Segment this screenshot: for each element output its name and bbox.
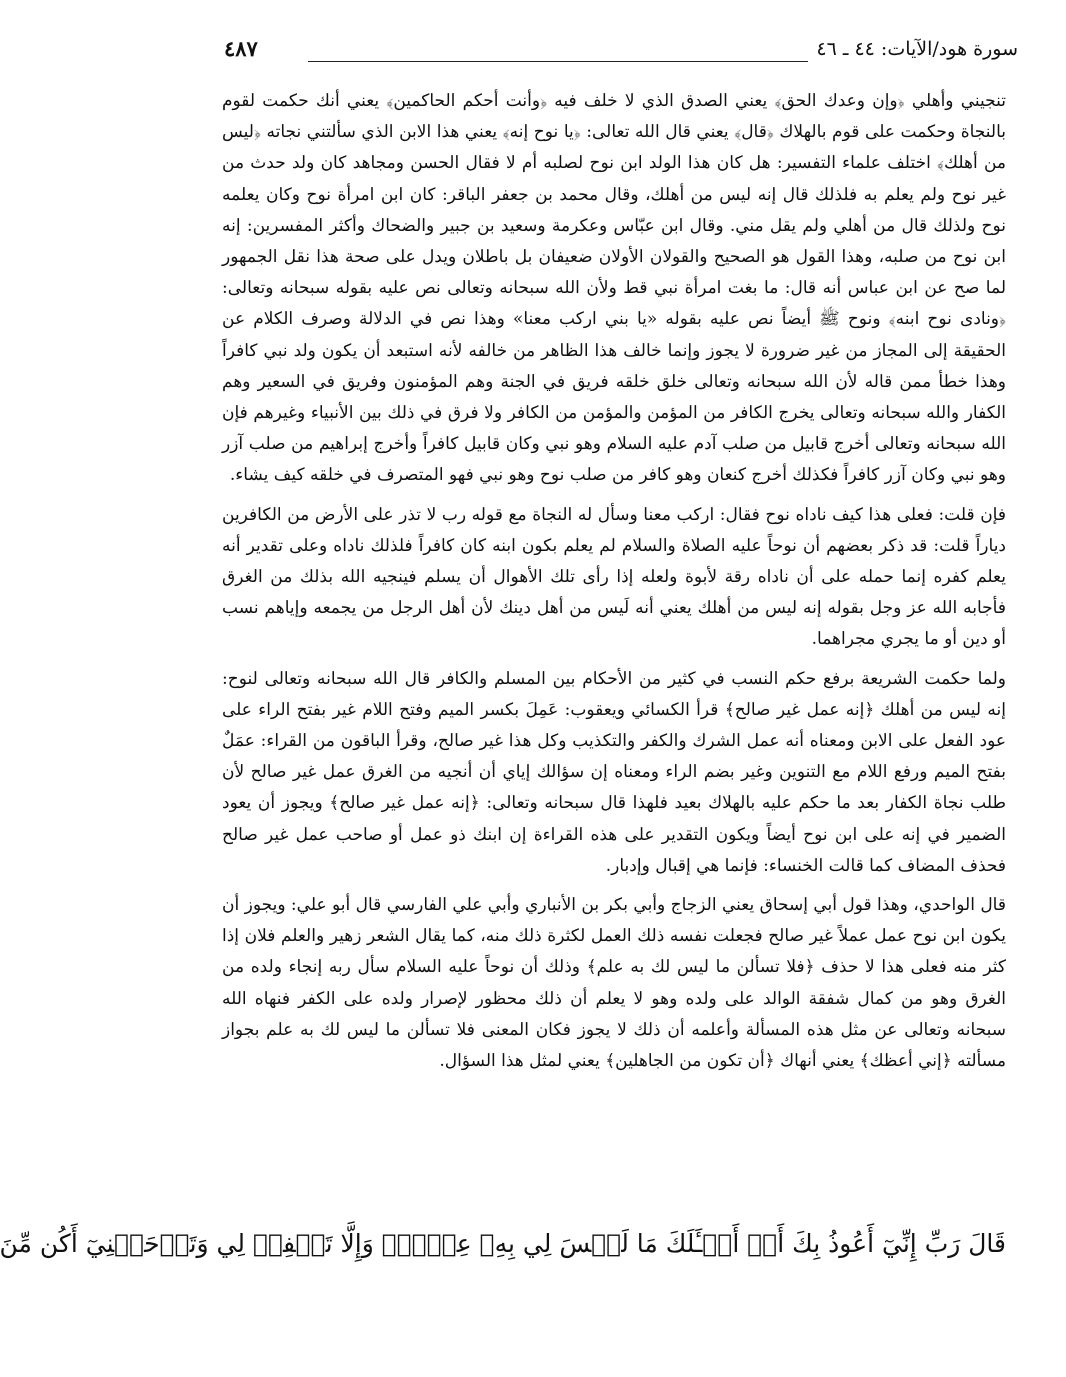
paragraph-2: فإن قلت: فعلى هذا كيف ناداه نوح فقال: اركب معنا وسأل له النجاة مع قوله رب لا تذر على الأرض من الكافرين دياراً قلت: قد ذكر بعضهم أن نوحاً عليه الصلاة والسلام لم يعلم بكون ابنه كان كافراً فلذلك ناداه وعلى تقدير أنه يعلم كفره إنما حمله على أن ناداه رقة لأبوة ولعله إذا رأى تلك الأهوال أن يسلم فينجيه الله بذلك من الغرق فأجابه الله عز وجل بقوله إنه ليس من أهلك يعني أنه لَيس من أهل دينك لأن أهل الرجل من يجمعه وإياهم نسب أو دين أو ما يجري مجراهما. (222, 504, 1006, 650)
quran-verse: قَالَ رَبِّ إِنِّيٓ أَعُوذُ بِكَ أَنۡ أَسۡـَٔلَكَ مَا لَيۡسَ لِي بِهِۦ عِلۡمٞۖ وَإِلَّا تَغۡفِرۡ لِي وَتَرۡحَمۡنِيٓ أَكُن مِّنَ (0, 1229, 1006, 1258)
running-header (224, 34, 1018, 74)
paragraph-4: قال الواحدي، وهذا قول أبي إسحاق يعني الزجاج وأبي بكر بن الأنباري وأبي علي الفارسي قال أبو علي: ويجوز أن يكون ابن نوح عمل عملاً غير صالح فجعلت نفسه ذلك العمل لكثرة ذلك منه، كما يقال الشعر زهير والعلم فلان إذا كثر منه فعلى هذا لا حذف ﴿فلا تسألن ما ليس لك به علم﴾ وذلك أن نوحاً عليه السلام سأل ربه إنجاء ولده من الغرق وهو من كمال شفقة الوالد على ولده وهو لا يعلم أن ذلك محظور لإصرار ولده على الكفر فنهاه الله سبحانه وتعالى عن مثل هذه المسألة وأعلمه أن ذلك لا يجوز فكان المعنى فلا تسألن ما ليس لك به علم بجواز مسألته ﴿إني أعظك﴾ يعني أنهاك ﴿أن تكون من الجاهلين﴾ يعني لمثل هذا السؤال. (222, 895, 1006, 1072)
header-rule (308, 61, 808, 62)
header-surah-verses: سورة هود/الآيات: ٤٤ ـ ٤٦ (816, 38, 1018, 60)
paragraph-3: ولما حكمت الشريعة برفع حكم النسب في كثير من الأحكام بين المسلم والكافر قال الله سبحانه وتعالى لنوح: إنه ليس من أهلك ﴿إنه عمل غير صالح﴾ قرأ الكسائي ويعقوب: عَمِلَ بكسر الميم وفتح اللام غير بفتح الراء على عود الفعل على الابن ومعناه أنه عمل الشرك والكفر والتكذيب وكل هذا غير صالح، وقرأ الباقون من القراء: عمَلٌ بفتح الميم ورفع اللام مع التنوين وغير بضم الراء ومعناه إن سؤالك إياي أن أنجيه من الغرق عمل غير صالح لأن طلب نجاة الكفار بعد ما حكم عليه بالهلاك بعيد فلهذا قال سبحانه وتعالى: ﴿إنه عمل غير صالح﴾ ويجوز أن يعود الضمير في إنه على ابن نوح أيضاً ويكون التقدير على هذه القراءة إن ابنك ذو عمل أو صاحب عمل غير صالح فحذف المضاف كما قالت الخنساء: فإنما هي إقبال وإدبار. (222, 668, 1006, 876)
commentary-text (222, 86, 1006, 1077)
paragraph-1: تنجيني وأهلي ﴿وإن وعدك الحق﴾ يعني الصدق الذي لا خلف فيه ﴿وأنت أحكم الحاكمين﴾ يعني أنك حكمت لقوم بالنجاة وحكمت على قوم بالهلاك ﴿قال﴾ يعني قال الله تعالى: ﴿يا نوح إنه﴾ يعني هذا الابن الذي سألتني نجاته ﴿ليس من أهلك﴾ اختلف علماء التفسير: هل كان هذا الولد ابن نوح لصلبه أم لا فقال الحسن ومجاهد كان ولد حدث من غير نوح ولم يعلم به فلذلك قال إنه ليس من أهلك، وقال محمد بن جعفر الباقر: كان ابن امرأة نوح وكان يعلمه نوح ولذلك قال من أهلي ولم يقل مني. وقال ابن عبّاس وعكرمة وسعيد بن جبير والضحاك وأكثر المفسرين: إنه ابن نوح من صلبه، وهذا القول هو الصحيح والقولان الأولان ضعيفان بل باطلان ويدل على صحة هذا نقل الجمهور لما صح عن ابن عباس أنه قال: ما بغت امرأة نبي قط ولأن الله سبحانه وتعالى نص عليه بقوله سبحانه وتعالى: ﴿ونادى نوح ابنه﴾ ونوح ﷺ أيضاً نص عليه بقوله «يا بني اركب معنا» وهذا نص في الدلالة وصرف الكلام عن الحقيقة إلى المجاز من غير ضرورة لا يجوز وإنما خالف هذا الظاهر من خالفه لأنه استبعد أن يكون ولد نبي كافراً وهذا خطأ ممن قاله لأن الله سبحانه وتعالى خلق خلقه فريق في الجنة وهم المؤمنون وفريق في السعير وهم الكفار والله سبحانه وتعالى يخرج الكافر من المؤمن والمؤمن من الكافر ولا فرق في ذلك بين الأنبياء وغيرهم فإن الله سبحانه وتعالى أخرج قابيل من صلب آدم عليه السلام وهو نبي وكان قابيل كافراً وأخرج إبراهيم من صلب آزر وهو نبي وكان آزر كافراً فكذلك أخرج كنعان وهو كافر من صلب نوح وهو نبي فهو المتصرف في خلقه كيف يشاء. (222, 91, 1006, 486)
page-number: ٤٨٧ (224, 36, 258, 61)
